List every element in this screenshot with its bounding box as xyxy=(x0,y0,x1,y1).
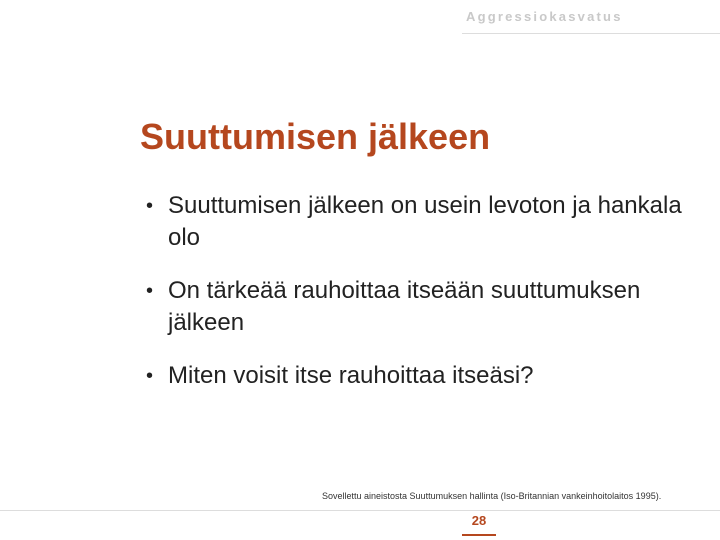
page-number: 28 xyxy=(471,513,487,528)
bullet-text: Miten voisit itse rauhoittaa itseäsi? xyxy=(168,362,534,389)
bullet-marker: • xyxy=(146,365,154,387)
page-number-underline xyxy=(462,534,496,536)
header-divider xyxy=(462,33,720,34)
bullet-list xyxy=(146,190,686,413)
bullet-marker: • xyxy=(146,195,154,217)
bullet-text: On tärkeää rauhoittaa itseään suuttumuksen jälkeen xyxy=(168,277,641,336)
bullet-marker: • xyxy=(146,280,154,302)
bullet-item xyxy=(146,190,686,254)
bullet-text: Suuttumisen jälkeen on usein levoton ja hankala olo xyxy=(168,192,682,251)
slide-title: Suuttumisen jälkeen xyxy=(140,116,491,157)
header-brand: Aggressiokasvatus xyxy=(466,9,623,24)
bullet-item xyxy=(146,275,686,339)
bullet-item xyxy=(146,360,686,392)
source-note: Sovellettu aineistosta Suuttumuksen hallinta (Iso-Britannian vankeinhoitolaitos 1995). xyxy=(322,491,662,501)
footer-divider xyxy=(0,510,720,511)
